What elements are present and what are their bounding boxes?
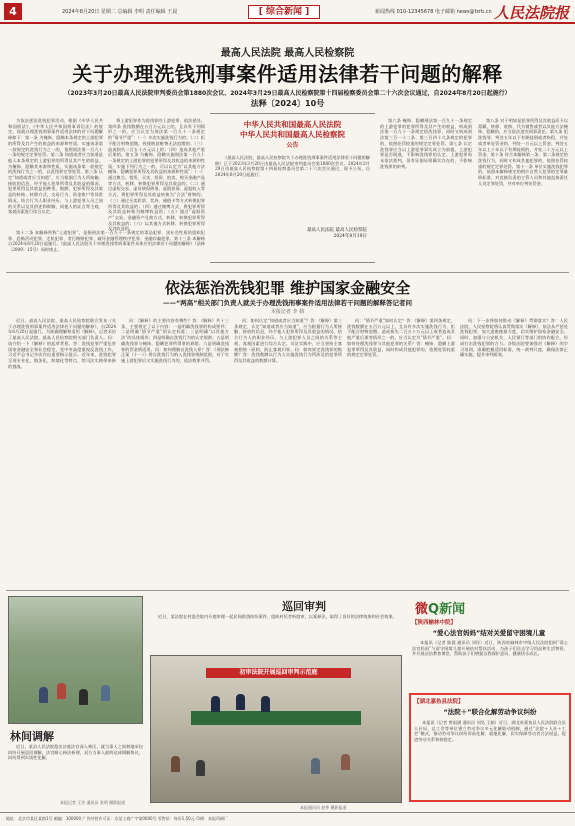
announcement-label: 公告 (286, 142, 299, 149)
interview-subhead: ——“两高”相关部门负责人就关于办理洗钱刑事案件适用法律若干问题的解释答记者问 (162, 299, 413, 307)
person-figure (211, 696, 220, 712)
lead-subhead: （2023年3月20日最高人民法院审判委员会第1880次会议、2024年3月29日最高人民检察院第十四届检察委员会第二十六次会议通过，自2024年8月20日起施行） (64, 90, 511, 97)
person-figure (236, 694, 245, 710)
circuit-trial-banner: 初审法院开展巡回审判示范庭 (206, 668, 351, 678)
masthead-date-info: 2024年8月20日 星期二 总编辑 李明 责任编辑 王晨 (62, 9, 178, 15)
side-news-title-1: “爱心法官妈妈”结对关爱留守困境儿童 (432, 629, 546, 637)
person-figure (57, 683, 66, 699)
side-news-text-2: 本报讯（记者 曾雨涵 通讯员 刘昊 王娟）近日，湖北省嘉鱼县人民法院联合县人社局、总工会等单位建立劳动争议多元化解联动机制，通过“法院＋人社＋工会”模式，推动劳动争议纠纷诉前化解、就地化解，切实保障劳动者合法权益，促进劳动关系和谐稳定。 (414, 720, 566, 743)
person-figure (39, 687, 48, 703)
forest-mediation-photo (8, 596, 143, 724)
announcement-box (210, 113, 375, 263)
interview-column-1: 近日，最高人民法院、最高人民检察院联合发布《关于办理洗钱刑事案件适用法律若干问题的解释》，自2024年8月20日起施行。为准确理解和适用《解释》，记者采访了最高人民法院、最高人民检察院相关部门负责人。问：请介绍一下《解释》的起草背景。答：洗钱犯罪严重危害国家金融安全和社会稳定。党中央高度重视反洗钱工作，习近平总书记多次作出重要指示批示。近年来，洗钱犯罪呈现专业化、链条化、跨境化等特点，给司法实践带来新的挑战。 (8, 318, 116, 369)
person-figure (171, 756, 180, 772)
forest-mediation-title: 林间调解 (10, 730, 54, 743)
interview-column-3: 问：如何认定“知道或者应当知道”？答：《解释》第三条规定，认定“知道或者应当知道”，应当根据行为人所接触、接收的信息，经手他人犯罪所得及其收益的情况，结合行为人的职业经历、与上游犯罪人员之间的关系等主观、客观因素进行综合认定。司法实践中，应当坚持主客观相统一原则，防止客观归罪。问：如何界定洗钱罪的数额？答：洗钱数额以行为人实施洗钱行为所涉及的犯罪所得及其收益的数额计算。 (234, 318, 342, 363)
person-figure (196, 760, 205, 776)
forest-mediation-text: 近日，某县人民法院派出法庭法官深入林区，就当事人之间林地承包纠纷开展巡回调解。法官耐心释法析理，双方当事人最终达成调解协议，纠纷得到实质性化解。 (8, 744, 143, 761)
page-number: 4 (4, 3, 22, 20)
weixin-news-logo: 微Q新闻 (415, 602, 466, 617)
lead-kicker: 最高人民法院 最高人民检察院 (220, 48, 355, 59)
masthead-contact-info: 新闻热线 010-12345678 电子邮箱 news@fzrb.cn (375, 9, 492, 15)
article-column-4: 第八条 对于明知是犯罪所得及其收益而予以窝藏、转移、收购、代为销售或者以其他方法掩饰、隐瞒的，应当依法追究刑事责任。第九条 犯洗钱罪，判处五年以下有期徒刑或者拘役，并处或者单处罚金的，判处一万元以上罚金；判处五年以上十年以下有期徒刑的，并处二十万元以上罚金。第十条 符合本解释第一条、第二条规定的洗钱行为，同时又构成其他犯罪的，依照处罚较重的规定定罪处罚。第十一条 单位实施洗钱犯罪的，依照本解释规定的相应自然人犯罪的定罪量刑标准，对直接负责的主管人员和其他直接责任人员定罪处罚，并对单位判处罚金。 (478, 118, 568, 186)
interview-column-2: 问：《解释》的主要内容有哪些？答：《解释》共十三条，主要规定了以下内容：一是明确洗钱罪的构成要件；二是明确“情节严重”的认定标准；三是明确“以其他方法”的具体情形；四是明确自洗钱行为的认定规则；五是明确洗钱罪与掩饰、隐瞒犯罪所得罪的界限；六是明确洗钱罪的罚金刑适用。问：如何理解自洗钱入罪？答：《刑法修正案（十一）》将自洗钱行为纳入洗钱罪规制范围，对于实施上游犯罪后又实施洗钱行为的，依法数罪并罚。 (121, 318, 229, 363)
article-column-3: 第六条 掩饰、隐瞒刑法第一百九十一条规定的上游犯罪的犯罪所得及其产生的收益，构成刑法第一百九十一条规定的洗钱罪，同时又构成刑法第三百一十二条、第三百四十九条规定的犯罪的，依照处罚较重的规定定罪处罚。第七条 认定洗钱罪应当以上游犯罪事实成立为前提。上游犯罪是否既遂，不影响洗钱罪的认定。上游犯罪尚未依法裁判，但有证据证明确实存在的，不影响洗钱罪的审判。 (380, 118, 472, 169)
announcement-sign: 最高人民法院 最高人民检察院 (307, 228, 367, 233)
person-figure (261, 696, 270, 712)
circuit-trial-title: 巡回审判 (282, 600, 326, 613)
court-table (191, 711, 361, 725)
interview-headline: 依法惩治洗钱犯罪 维护国家金融安全 (164, 279, 411, 297)
side-news-tag-2: 【湖北嘉鱼县法院】 (414, 699, 464, 705)
side-news-tag-1: 【陕西榆林中院】 (412, 620, 457, 626)
interview-column-5: 问：下一步将如何推动《解释》贯彻落实？答：人民法院、人民检察院将认真贯彻落实《解释》，依法从严惩处洗钱犯罪，加大追赃挽损力度，切实维护国家金融安全。同时，加强与公安机关、人民银行等部门的协作配合，形成打击洗钱犯罪的合力。各级法院要加强对《解释》的学习培训，准确把握适用标准，统一裁判尺度，确保法律正确实施，提升审判质效。 (460, 318, 568, 358)
lead-headline: 关于办理洗钱刑事案件适用法律若干问题的解释 (72, 62, 503, 86)
section-label: [ 综合新闻 ] (248, 5, 320, 19)
person-figure (311, 758, 320, 774)
circuit-trial-photo (150, 655, 402, 803)
person-figure (79, 689, 88, 705)
newspaper-logo: 人民法院报 (493, 4, 569, 22)
person-figure (101, 685, 110, 701)
forest-mediation-byline: 本报记者 王芳 通讯员 张明 摄影报道 (60, 800, 126, 805)
article-text: 为依法惩治洗钱犯罪活动，根据《中华人民共和国刑法》、《中华人民共和国刑事诉讼法》的规定，现就办理洗钱刑事案件适用法律的若干问题解释如下：第一条 为掩饰、隐瞒本条规定的上游犯罪的所得及其产生的收益的来源和性质，实施该条第一款规定的洗钱行为之一的，依照刑法第一百九十一条的规定定罪处罚。第二条 知道或者应当知道是他人本条规定的上游犯罪的所得及其产生的收益，为掩饰、隐瞒其来源和性质，实施该条第一款规定的洗钱行为之一的，以洗钱罪定罪处罚。第三条 认定“知道或者应当知道”，应当根据行为人所接触、接收的信息，经手他人犯罪所得及其收益的情况，犯罪所得及其收益的种类、数额，犯罪所得及其收益的转换、转移方式，交易行为、资金账户等异常情况，结合行为人职业经历、与上游犯罪人员之间的关系以及其供述和辩解，同他人的证言等主观、客观因素进行综合认定。 (8, 118, 103, 215)
interview-column-4: 问：“情节严重”如何认定？答：《解释》第四条规定，洗钱数额在五百万元以上，且具有多次实施洗钱行为、拒不配合财物追缴、造成损失二百五十万元以上或者造成其他严重后果等情形之一的，应当认定为“情节严重”。问：如何处理洗钱罪与其他犯罪的关系？答：掩饰、隐瞒上游犯罪所得及其收益，同时构成其他犯罪的，依照处罚较重的规定定罪处罚。 (347, 318, 455, 358)
person-figure (341, 754, 350, 770)
announcement-title: 中华人民共和国最高人民法院 (243, 120, 342, 129)
interview-byline: 本报记者 李 婧 (270, 309, 305, 315)
section-divider-2 (6, 590, 569, 591)
article-text: 将上游犯罪作为洗钱罪的上游犯罪，依法惩处。第四条 洗钱数额在五百万元以上的，且具有下列情形之一的，应当认定为刑法第一百九十一条规定的“情节严重”：（一）多次实施洗钱行为的；（二）拒不配合财物追缴，致使赃款赃物无法追缴的；（三）造成损失二百五十万元以上的；（四）造成其他严重后果的。第五条 为掩饰、隐瞒实施刑法第一百九十一条规定的上游犯罪的犯罪所得及其收益的来源和性质，实施下列行为之一的，可以认定为“以其他方法掩饰、隐瞒犯罪所得及其收益的来源和性质”：（一）通过典当、租赁、买卖、投资、拍卖、购买金融产品等方式，转移、转换犯罪所得及其收益的；（二）通过虚构交易、虚设债权债务、虚假担保、虚报收入等方式，将犯罪所得及其收益转换为“合法”财物的；（三）通过买卖彩票、奖券、储值卡等方式转换犯罪所得及其收益的；（四）通过赌博方式，将犯罪所得及其收益转换为赌博收益的；（五）通过“虚拟资产”交易、金融资产兑换方式，转移、转换犯罪所得及其收益的；（六）以其他方式转移、转换犯罪所得及其收益的。 (108, 118, 205, 232)
circuit-trial-byline: 本报通讯员 赵华 摄影报道 (300, 805, 347, 810)
side-news-text-1: 本报讯（记者 陈晨 通讯员 刘洋）近日，陕西省榆林市中级人民法院组织“爱心法官妈妈”与留守困境儿童开展结对帮扶活动，为孩子们送去学习用品和生活物资，并开展法治教育课堂，帮助孩子们增强自我保护意识，健康快乐成长。 (412, 640, 568, 657)
announcement-date: 2024年8月19日 (333, 234, 367, 239)
circuit-trial-text: 近日，某法院在村委会院内开庭审理一起民间借贷纠纷案件，组织村民旁听庭审，以案释法，取得了良好的法律效果和社会效果。 (158, 614, 397, 619)
side-news-title-2: “法院＋”联合化解劳动争议纠纷 (443, 708, 537, 716)
page-footer: 地址：北京市某区某路1号 邮编：100000 广告经营许可证：京某工商广字第0000号 零售价：每份1.50元 印刷：本报印刷厂 (0, 812, 575, 826)
article-column-1b: 第十二条 本解释所称“上游犯罪”，是指刑法第一百九十一条规定的毒品犯罪、黑社会性质的组织犯罪、恐怖活动犯罪、走私犯罪、贪污贿赂犯罪、破坏金融管理秩序犯罪、金融诈骗犯罪。第十三条 本解释自2024年8月20日起施行。《最高人民法院关于审理洗钱等刑事案件具体应用法律若干问题的解释》（法释〔2009〕15号）同时废止。 (8, 230, 205, 253)
section-divider (6, 272, 569, 273)
announcement-title-2: 中华人民共和国最高人民检察院 (240, 130, 345, 139)
lead-doc-number: 法释〔2024〕10号 (250, 99, 325, 108)
masthead (0, 0, 575, 24)
announcement-body: 《最高人民法院、最高人民检察院关于办理洗钱刑事案件适用法律若干问题的解释》已于2023年3月20日由最高人民法院审判委员会第1880次会议、2024年3月29日由最高人民检察院第十四届检察委员会第二十六次会议通过，现予公布，自2024年8月20日起施行。 (215, 155, 370, 178)
